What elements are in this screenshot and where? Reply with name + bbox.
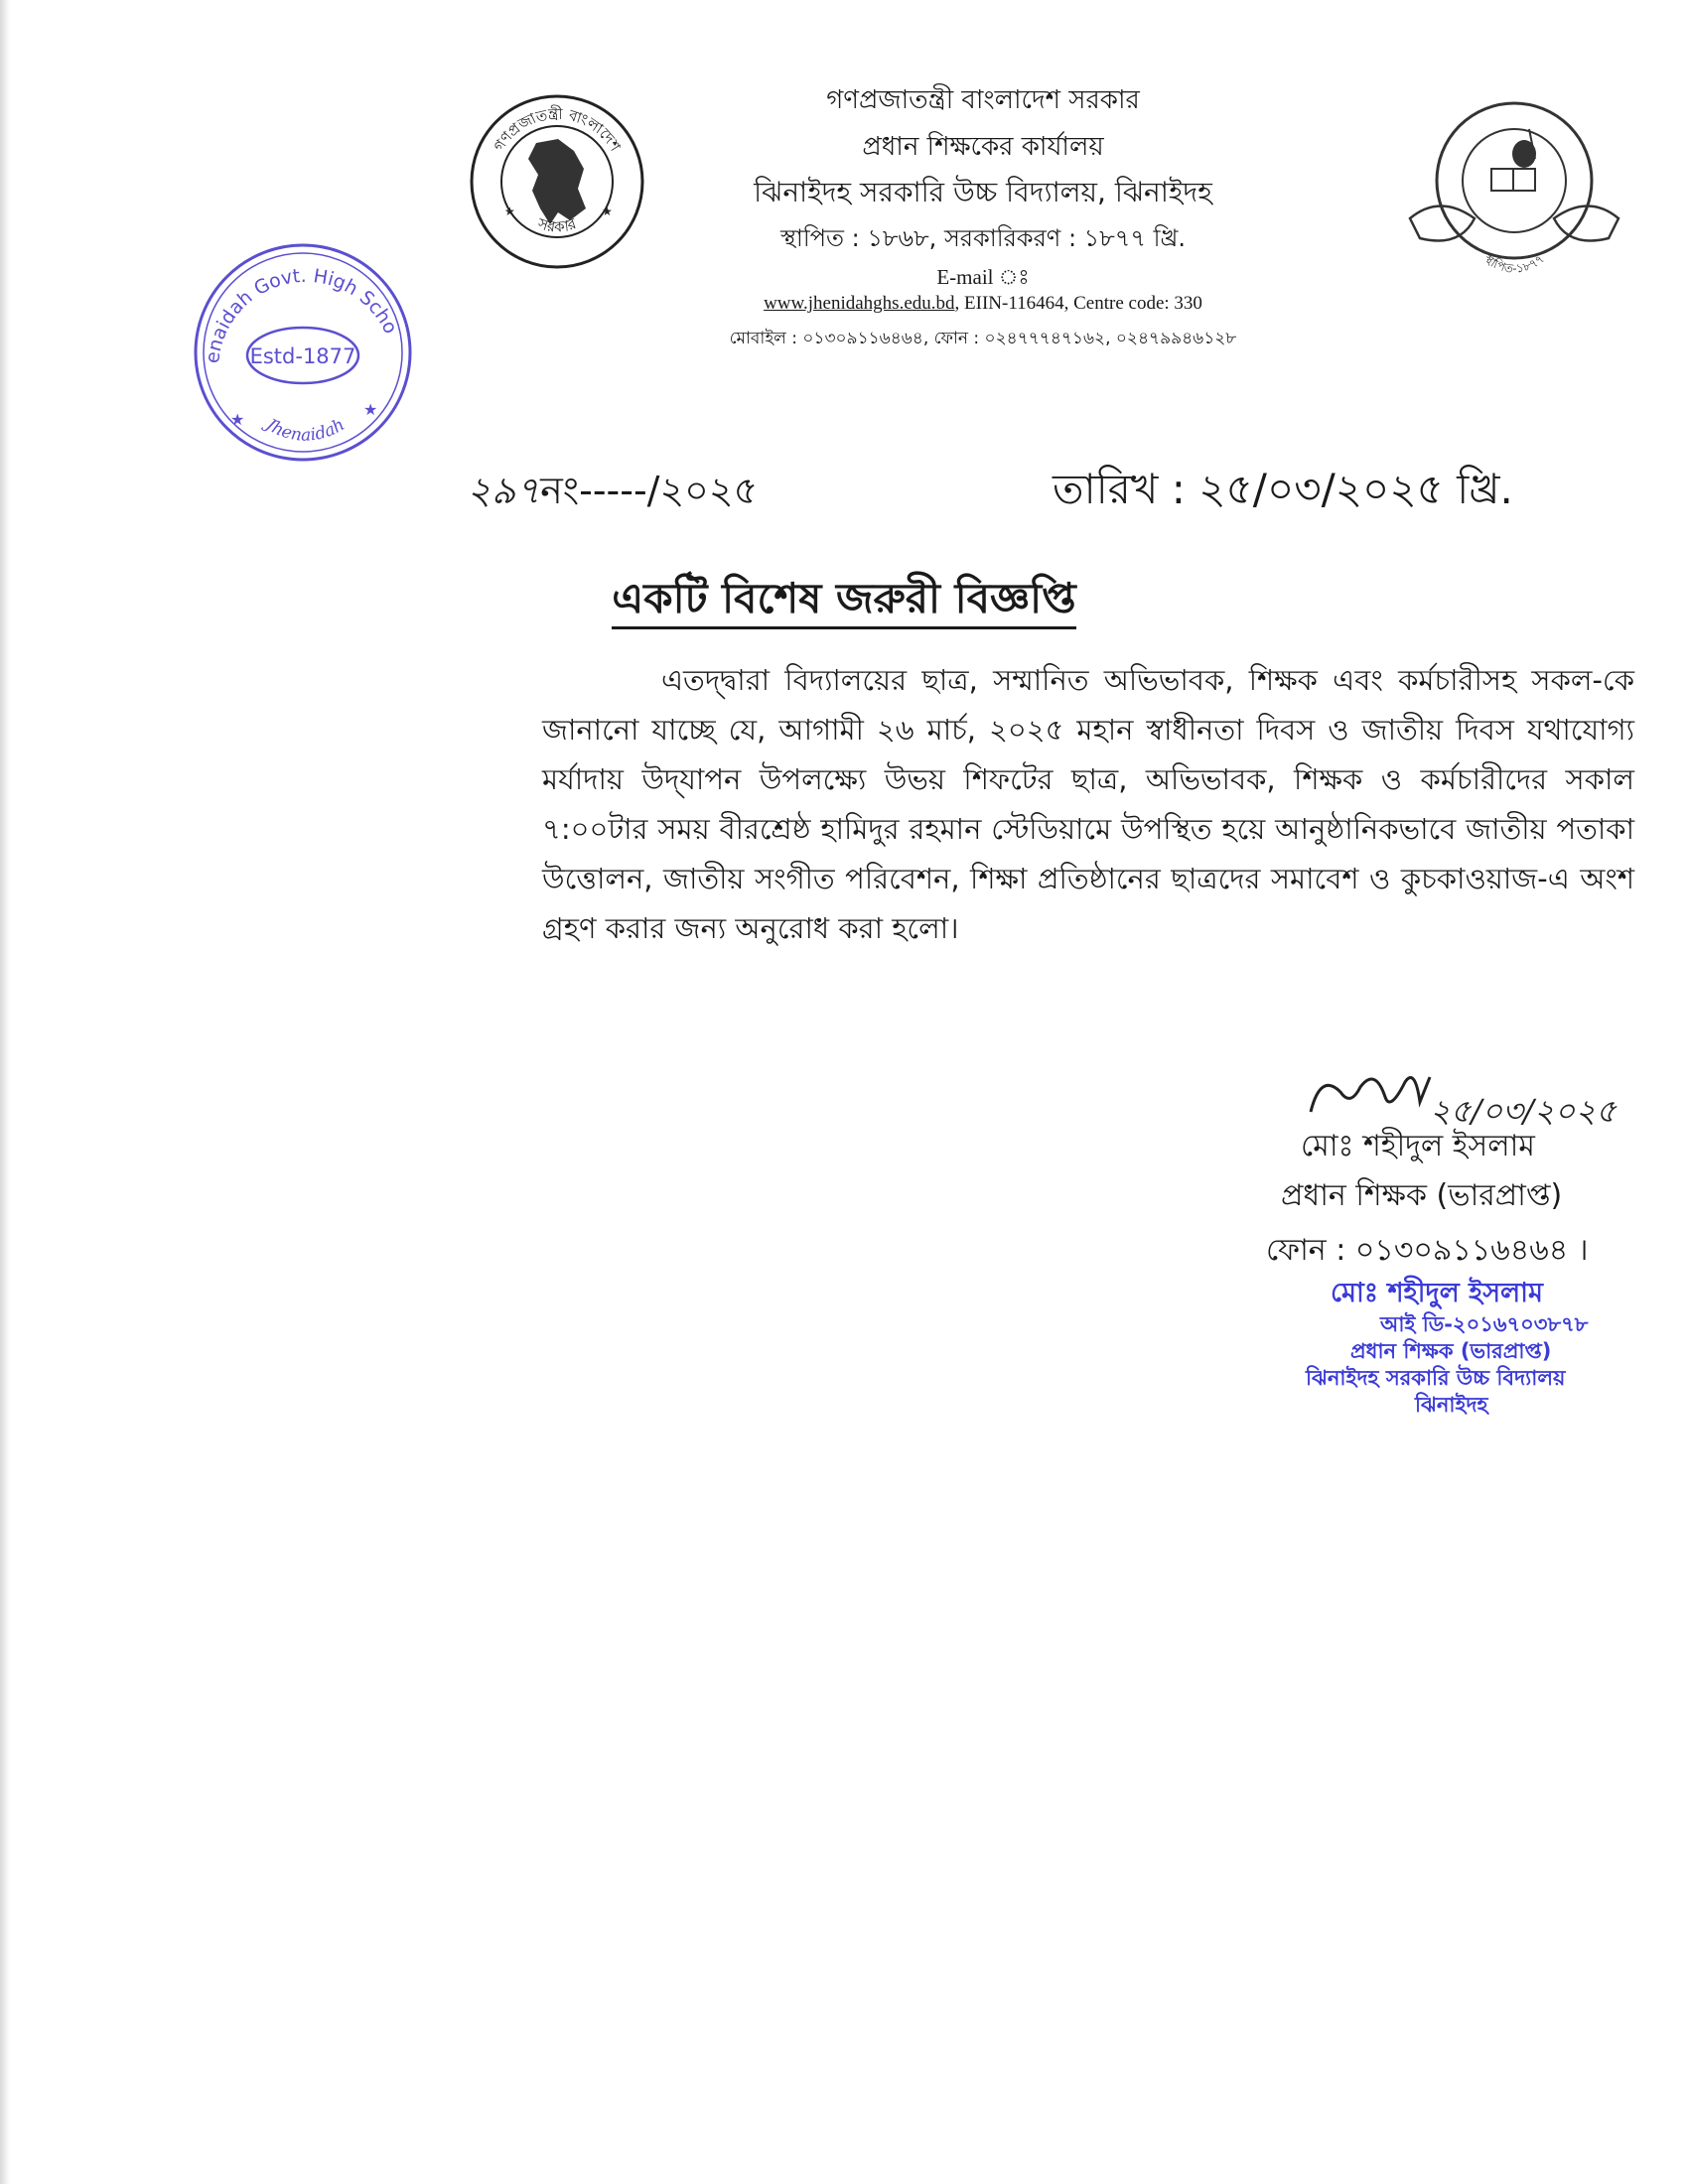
header-established: স্থাপিত : ১৮৬৮, সরকারিকরণ : ১৮৭৭ খ্রি. [780, 224, 1186, 252]
school-round-stamp [189, 238, 417, 467]
signatory-role: প্রধান শিক্ষক (ভারপ্রাপ্ত) [1281, 1178, 1563, 1213]
svg-text:★: ★ [504, 205, 515, 218]
header-contact: মোবাইল : ০১৩০৯১১৬৪৬৪, ফোন : ০২৪৭৭৭৪৭১৬২, ০২৪৭৯৯৪৬১২৮ [729, 329, 1237, 348]
svg-text:★: ★ [230, 410, 245, 429]
memo-number-text: নং-----/২০২৫ [540, 469, 759, 512]
stamp-top-text: enaidah Govt. High Scho [202, 264, 402, 365]
memo-date: তারিখ : ২৫/০৩/২০২৫ খ্রি. [1053, 465, 1513, 513]
purple-stamp-school: ঝিনাইদহ সরকারি উচ্চ বিদ্যালয় [1306, 1366, 1566, 1390]
stamp-center-text: Estd-1877 [249, 344, 356, 368]
notice-title [0, 566, 1688, 636]
header-website-line [635, 293, 1331, 315]
header-government: গণপ্রজাতন্ত্রী বাংলাদেশ সরকার [826, 85, 1140, 115]
scan-edge-shadow [0, 0, 10, 2184]
svg-text:★: ★ [602, 205, 613, 218]
memo-handwritten-number: ২৯৭ [467, 469, 541, 512]
purple-stamp-role: প্রধান শিক্ষক (ভারপ্রাপ্ত) [1350, 1339, 1552, 1363]
purple-stamp-name: মোঃ শহীদুল ইসলাম [1331, 1278, 1543, 1308]
government-seal [467, 91, 647, 272]
memo-number [467, 462, 758, 525]
notice-title-text: একটি বিশেষ জরুরী বিজ্ঞপ্তি [612, 574, 1075, 629]
government-seal-top-text: গণপ্রজাতন্ত্রী বাংলাদেশ [490, 104, 625, 155]
signatory-phone: ফোন : ০১৩০৯১১৬৪৬৪ । [1266, 1233, 1589, 1268]
stamp-bottom-text: Jhenaidah [262, 414, 349, 446]
purple-stamp-place: ঝিনাইদহ [1415, 1393, 1488, 1417]
header-school-name: ঝিনাইদহ সরকারি উচ্চ বিদ্যালয়, ঝিনাইদহ [754, 176, 1212, 208]
website-link[interactable]: www.jhenidahghs.edu.bd [764, 293, 955, 314]
school-seal-text: স্থাপিত-১৮৭৭ [1481, 251, 1547, 276]
header-office: প্রধান শিক্ষকের কার্যালয় [862, 132, 1104, 162]
purple-stamp-id: আই ডি-২০১৬৭০৩৮৭৮ [1380, 1312, 1589, 1336]
signature-handwritten-date: ২৫/০৩/২০২৫ [1430, 1092, 1617, 1130]
school-seal [1400, 99, 1628, 278]
notice-body: এতদ্দ্বারা বিদ্যালয়ের ছাত্র, সম্মানিত অভিভাবক, শিক্ষক এবং কর্মচারীসহ সকল-কে জানানো যাচ্ছে যে, আগামী ২৬ মার্চ, ২০২৫ মহান স্বাধীনতা দিবস ও জাতীয় দিবস যথাযোগ্য মর্যাদায় উদ্‌যাপন উপলক্ষ্যে উভয় শিফটের ছাত্র, অভিভাবক, শিক্ষক ও কর্মচারীদের সকাল ৭:০০টার সময় বীরশ্রেষ্ঠ হামিদুর রহমান স্টেডিয়ামে উপস্থিত হয়ে আনুষ্ঠানিকভাবে জাতীয় পতাকা উত্তোলন, জাতীয় সংগীত পরিবেশন, শিক্ষা প্রতিষ্ঠানের ছাত্রদের সমাবেশ ও কুচকাওয়াজ-এ অংশ গ্রহণ করার জন্য অনুরোধ করা হলো। [542, 663, 1634, 945]
svg-text:★: ★ [363, 400, 378, 419]
eiin-centre-code: , EIIN-116464, Centre code: 330 [954, 293, 1202, 314]
svg-text:Jhenaidah [260, 413, 349, 445]
header-email: E-mail ঃ [936, 265, 1030, 289]
government-seal-bottom-text: সরকার [535, 214, 579, 236]
svg-text:স্থাপিত-১৮৭৭ [1480, 251, 1546, 276]
signatory-name: মোঃ শহীদুল ইসলাম [1301, 1129, 1535, 1163]
svg-text:সরকার [535, 214, 580, 236]
